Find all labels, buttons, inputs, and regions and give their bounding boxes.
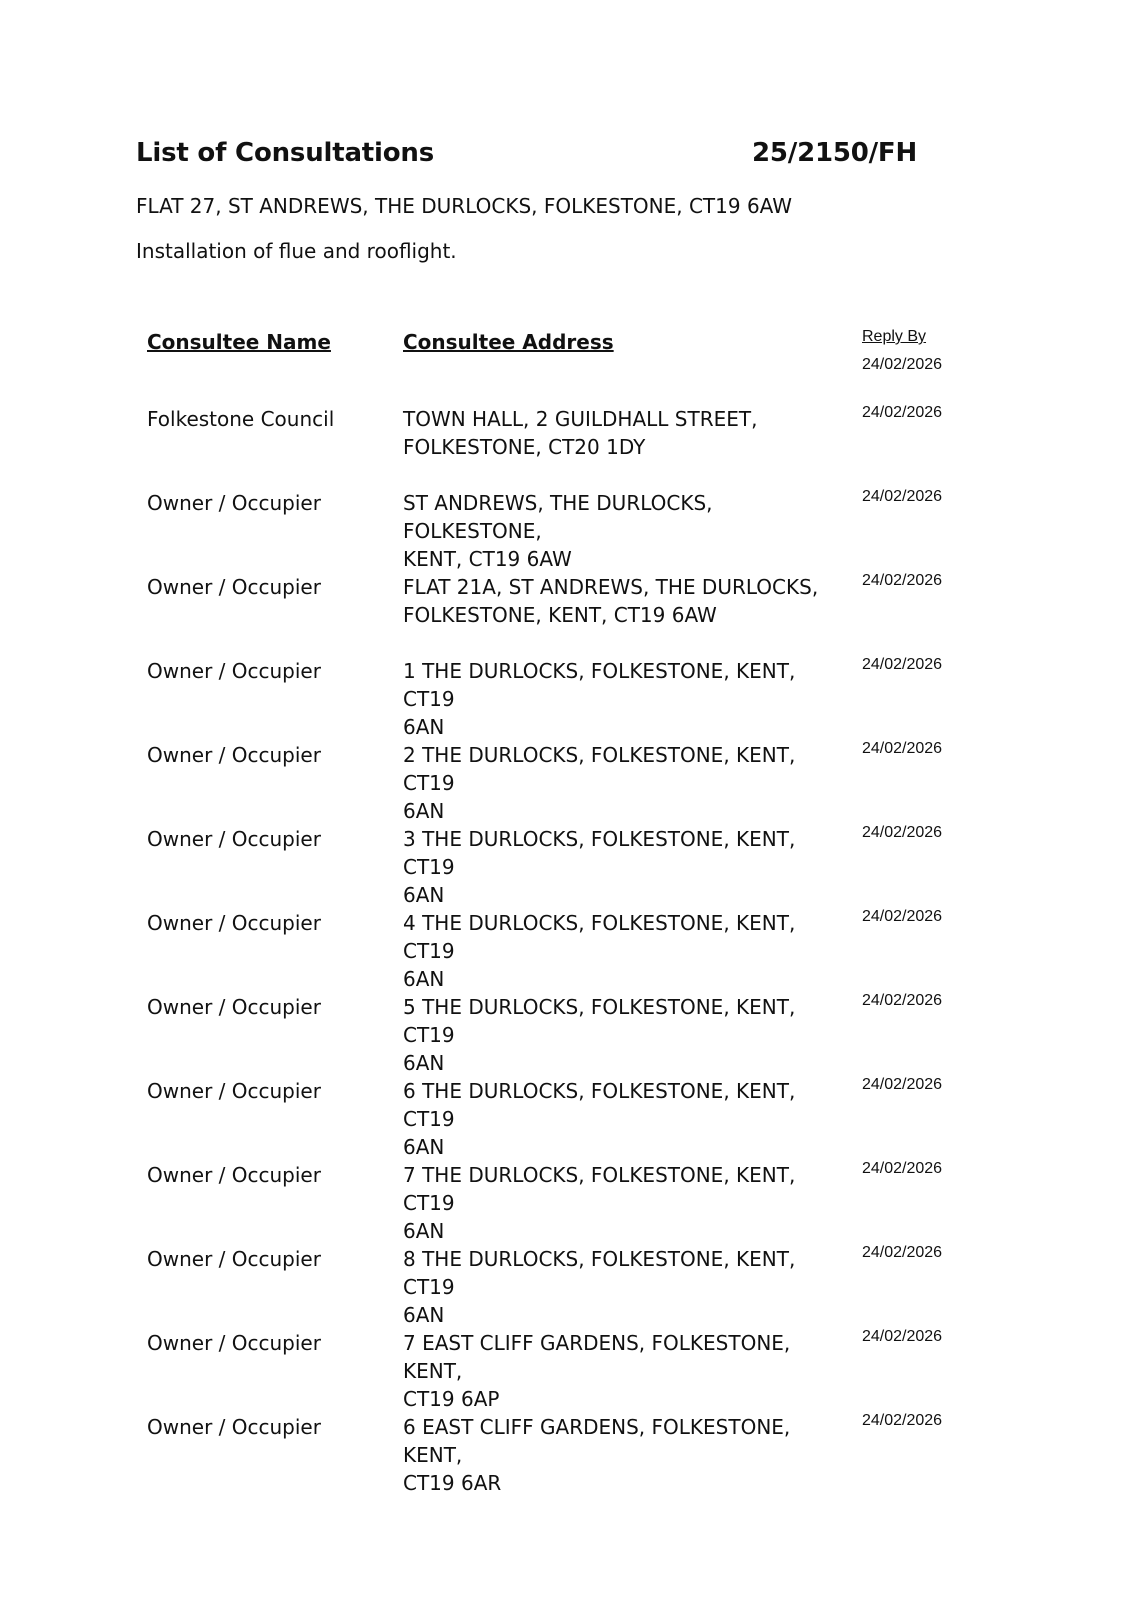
application-reference: 25/2150/FH (752, 138, 918, 168)
reply-by-date: 24/02/2026 (862, 908, 943, 925)
consultee-address (403, 1245, 823, 1329)
address-line-2: KENT, CT19 6AW (403, 547, 572, 571)
reply-by-date: 24/02/2026 (862, 1076, 943, 1093)
table-row (0, 1077, 1132, 1157)
reply-by-date: 24/02/2026 (862, 656, 943, 673)
reply-by-date: 24/02/2026 (862, 1160, 943, 1177)
table-row (0, 909, 1132, 989)
address-line-1: 7 THE DURLOCKS, FOLKESTONE, KENT, CT19 (403, 1163, 796, 1215)
address-line-1: 6 THE DURLOCKS, FOLKESTONE, KENT, CT19 (403, 1079, 796, 1131)
address-line-1: 4 THE DURLOCKS, FOLKESTONE, KENT, CT19 (403, 911, 796, 963)
address-line-2: FOLKESTONE, KENT, CT19 6AW (403, 603, 717, 627)
consultee-name: Owner / Occupier (147, 1247, 321, 1271)
reply-by-date: 24/02/2026 (862, 1328, 943, 1345)
consultee-name: Owner / Occupier (147, 911, 321, 935)
table-row (0, 573, 1132, 653)
address-line-2: 6AN (403, 883, 445, 907)
address-line-1: TOWN HALL, 2 GUILDHALL STREET, (403, 407, 758, 431)
column-header-consultee-address: Consultee Address (403, 330, 614, 354)
reply-by-date: 24/02/2026 (862, 824, 943, 841)
address-line-2: 6AN (403, 715, 445, 739)
reply-by-date: 24/02/2026 (862, 1412, 943, 1429)
address-line-2: CT19 6AR (403, 1471, 502, 1495)
table-row (0, 405, 1132, 485)
consultee-name: Owner / Occupier (147, 1331, 321, 1355)
consultee-address (403, 1413, 823, 1497)
column-header-reply-by-date: 24/02/2026 (862, 356, 943, 373)
address-line-1: 2 THE DURLOCKS, FOLKESTONE, KENT, CT19 (403, 743, 796, 795)
consultee-name: Owner / Occupier (147, 575, 321, 599)
table-row (0, 741, 1132, 821)
site-address: FLAT 27, ST ANDREWS, THE DURLOCKS, FOLKESTONE, CT19 6AW (136, 194, 793, 218)
consultee-name: Owner / Occupier (147, 743, 321, 767)
consultee-name: Owner / Occupier (147, 1163, 321, 1187)
address-line-2: 6AN (403, 1135, 445, 1159)
reply-by-date: 24/02/2026 (862, 404, 943, 421)
address-line-1: FLAT 21A, ST ANDREWS, THE DURLOCKS, (403, 575, 819, 599)
consultee-name: Owner / Occupier (147, 827, 321, 851)
address-line-1: 8 THE DURLOCKS, FOLKESTONE, KENT, CT19 (403, 1247, 796, 1299)
address-line-1: ST ANDREWS, THE DURLOCKS, FOLKESTONE, (403, 491, 713, 543)
address-line-2: 6AN (403, 967, 445, 991)
address-line-1: 5 THE DURLOCKS, FOLKESTONE, KENT, CT19 (403, 995, 796, 1047)
address-line-2: CT19 6AP (403, 1387, 500, 1411)
table-row (0, 825, 1132, 905)
consultee-address (403, 993, 823, 1077)
address-line-1: 7 EAST CLIFF GARDENS, FOLKESTONE, KENT, (403, 1331, 791, 1383)
table-row (0, 489, 1132, 569)
consultee-address (403, 825, 823, 909)
column-header-reply-by: Reply By (862, 328, 927, 345)
address-line-2: 6AN (403, 799, 445, 823)
reply-by-date: 24/02/2026 (862, 572, 943, 589)
consultee-address (403, 1077, 823, 1161)
consultee-name: Owner / Occupier (147, 491, 321, 515)
consultee-name: Owner / Occupier (147, 995, 321, 1019)
address-line-2: 6AN (403, 1051, 445, 1075)
address-line-1: 3 THE DURLOCKS, FOLKESTONE, KENT, CT19 (403, 827, 796, 879)
table-row (0, 1161, 1132, 1241)
address-line-2: 6AN (403, 1303, 445, 1327)
proposal-description: Installation of flue and rooflight. (136, 239, 457, 263)
table-row (0, 1329, 1132, 1409)
consultee-address (403, 1329, 823, 1413)
table-row (0, 993, 1132, 1073)
reply-by-date: 24/02/2026 (862, 1244, 943, 1261)
consultee-address (403, 573, 823, 629)
table-row (0, 1245, 1132, 1325)
consultee-name: Owner / Occupier (147, 1415, 321, 1439)
consultee-name: Owner / Occupier (147, 1079, 321, 1103)
column-header-consultee-name: Consultee Name (147, 330, 331, 354)
reply-by-date: 24/02/2026 (862, 992, 943, 1009)
address-line-2: 6AN (403, 1219, 445, 1243)
address-line-1: 1 THE DURLOCKS, FOLKESTONE, KENT, CT19 (403, 659, 796, 711)
reply-by-date: 24/02/2026 (862, 488, 943, 505)
consultee-address (403, 909, 823, 993)
consultee-address (403, 405, 823, 461)
reply-by-date: 24/02/2026 (862, 740, 943, 757)
table-row (0, 1413, 1132, 1493)
consultee-name: Folkestone Council (147, 407, 335, 431)
page-title: List of Consultations (136, 138, 434, 168)
table-row (0, 657, 1132, 737)
consultee-address (403, 489, 823, 573)
consultee-address (403, 657, 823, 741)
address-line-1: 6 EAST CLIFF GARDENS, FOLKESTONE, KENT, (403, 1415, 791, 1467)
consultee-name: Owner / Occupier (147, 659, 321, 683)
consultee-address (403, 1161, 823, 1245)
address-line-2: FOLKESTONE, CT20 1DY (403, 435, 646, 459)
consultee-address (403, 741, 823, 825)
